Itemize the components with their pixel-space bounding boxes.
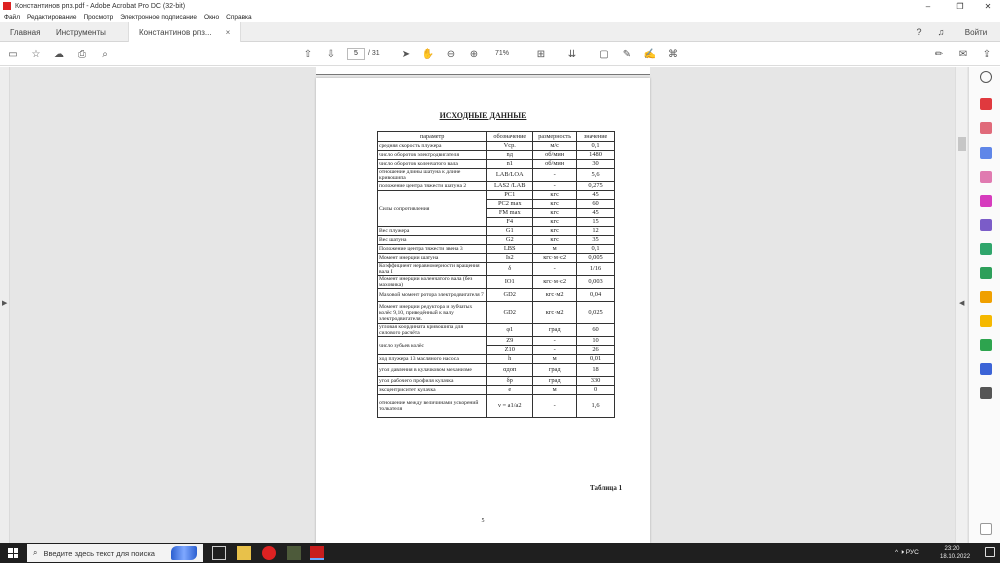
table-row (378, 364, 615, 377)
table-row (378, 355, 615, 364)
comment-icon[interactable]: ▢ (599, 48, 609, 60)
tab-document[interactable] (128, 22, 241, 42)
table-row (378, 236, 615, 245)
page-footer-number: 5 (481, 518, 485, 524)
symbol-cell: αдоп (487, 364, 533, 377)
task-view-icon[interactable] (212, 546, 226, 560)
unit-cell: - (533, 263, 577, 276)
symbol-cell: G2 (487, 236, 533, 245)
parameter-cell: Положение центра тяжести звена 3 (378, 245, 487, 254)
value-cell: 45 (577, 191, 615, 200)
menu-view[interactable]: Просмотр (83, 13, 114, 21)
parameter-cell: Вес шатуна (378, 236, 487, 245)
fit-page-icon[interactable]: ⊞ (536, 48, 546, 60)
parameter-cell: отношение длины шатуна к длине кривошипа (378, 169, 487, 182)
table-row (378, 191, 615, 200)
value-cell: 1480 (577, 151, 615, 160)
compare-icon[interactable] (980, 267, 992, 279)
table-caption: Таблица 1 (590, 484, 623, 492)
toolbar (0, 42, 1000, 66)
protect-icon[interactable] (980, 291, 992, 303)
unit-cell: об/мин (533, 151, 577, 160)
symbol-cell: Z10 (487, 346, 533, 355)
expand-right-panel-icon[interactable]: ◀ (959, 300, 965, 307)
zoom-search-icon[interactable] (980, 71, 992, 83)
clock[interactable] (940, 545, 971, 561)
windows-start-icon[interactable] (8, 548, 18, 558)
table-row (378, 395, 615, 418)
prev-page-icon[interactable]: ⇧ (303, 48, 313, 60)
close-window-button[interactable]: ✕ (984, 1, 992, 11)
clock-date: 18.10.2022 (940, 554, 971, 560)
table-row (378, 302, 615, 324)
unit-cell: град (533, 377, 577, 386)
value-cell: 35 (577, 236, 615, 245)
previous-page-edge (316, 67, 650, 75)
unit-cell: - (533, 169, 577, 182)
unit-cell: кгс (533, 236, 577, 245)
menu-help[interactable]: Справка (226, 13, 252, 21)
zoom-out-icon[interactable]: ⊖ (446, 48, 456, 60)
table-body (378, 142, 615, 418)
parameter-cell: средняя скорость плужера (378, 142, 487, 151)
tab-document-label: Константинов рпз... (139, 27, 212, 37)
symbol-cell: IO1 (487, 276, 533, 289)
value-cell: 0,003 (577, 276, 615, 289)
vertical-scrollbar[interactable] (955, 67, 967, 543)
value-cell: 1,6 (577, 395, 615, 418)
parameter-cell: Вес плужера (378, 227, 487, 236)
parameter-cell: ход плужера 13 масляного насоса (378, 355, 487, 364)
page-total: / 31 (368, 50, 380, 57)
taskbar-search-box[interactable] (27, 544, 203, 562)
send-for-review-icon[interactable] (980, 243, 992, 255)
value-cell: 0,025 (577, 302, 615, 324)
table-row (378, 142, 615, 151)
tab-bar (0, 22, 1000, 42)
clock-time: 23:20 (944, 546, 960, 552)
symbol-cell: F4 (487, 218, 533, 227)
table-row (378, 337, 615, 346)
value-cell: 15 (577, 218, 615, 227)
expand-left-panel-icon[interactable]: ▶ (2, 300, 8, 307)
yandex-browser-icon[interactable] (262, 546, 276, 560)
unit-cell: кгс (533, 191, 577, 200)
menu-esign[interactable]: Электронное подписание (120, 13, 198, 21)
unit-cell: м (533, 355, 577, 364)
value-cell: 10 (577, 337, 615, 346)
menu-edit[interactable]: Редактирование (26, 13, 77, 21)
export-pdf-icon[interactable] (980, 98, 992, 110)
hand-tool-icon[interactable]: ✋ (421, 48, 435, 60)
unit-cell: кгс·м·с2 (533, 254, 577, 263)
symbol-cell: δ (487, 263, 533, 276)
taskbar (0, 543, 1000, 563)
acrobat-app-icon (3, 2, 11, 10)
right-tools-pane (968, 67, 1000, 543)
zoom-in-icon[interactable]: ⊕ (469, 48, 479, 60)
pdf-page (316, 78, 650, 543)
table-header-row (378, 132, 615, 142)
table-row (378, 386, 615, 395)
unit-cell: м (533, 245, 577, 254)
tab-close-icon[interactable]: × (225, 27, 231, 37)
value-cell: 12 (577, 227, 615, 236)
symbol-cell: n1 (487, 160, 533, 169)
value-cell: 330 (577, 377, 615, 386)
file-explorer-icon[interactable] (237, 546, 251, 560)
parameter-cell: Момент инерции шатуна (378, 254, 487, 263)
symbol-cell: LBS (487, 245, 533, 254)
symbol-cell: G1 (487, 227, 533, 236)
symbol-cell: PC1 (487, 191, 533, 200)
zoom-level[interactable]: 71% (495, 50, 510, 57)
symbol-cell: LAS2 /LAB (487, 182, 533, 191)
left-panel-rail[interactable] (0, 67, 10, 543)
help-icon[interactable]: ? (916, 27, 922, 37)
table-row (378, 169, 615, 182)
next-page-icon[interactable]: ⇩ (326, 48, 336, 60)
value-cell: 0,1 (577, 245, 615, 254)
parameter-cell: положение центра тяжести шатуна 2 (378, 182, 487, 191)
fill-sign-icon[interactable] (980, 219, 992, 231)
table-row (378, 324, 615, 337)
value-cell: 18 (577, 364, 615, 377)
comment-pane-icon[interactable] (980, 315, 992, 327)
value-cell: 0,005 (577, 254, 615, 263)
value-cell: 0 (577, 386, 615, 395)
symbol-cell: GD2 (487, 289, 533, 302)
parameter-cell: Силы сопротивления (378, 191, 487, 227)
bell-icon[interactable]: ♫ (937, 27, 945, 37)
unit-cell: кгс (533, 200, 577, 209)
notification-icon[interactable] (985, 547, 995, 557)
stamp-icon[interactable]: ⌘ (668, 48, 678, 60)
search-icon: ⌕ (33, 548, 38, 557)
shield-icon[interactable] (980, 363, 992, 375)
save-icon[interactable]: ▭ (8, 48, 18, 60)
parameter-cell: угол рабочего профиля кулачка (378, 377, 487, 386)
unit-cell: кгс (533, 209, 577, 218)
symbol-cell: h (487, 355, 533, 364)
symbol-cell: nд (487, 151, 533, 160)
parameter-cell: число оборотов коленчатого вала (378, 160, 487, 169)
symbol-cell: φ1 (487, 324, 533, 337)
value-cell: 60 (577, 200, 615, 209)
value-cell: 45 (577, 209, 615, 218)
more-tools-icon[interactable] (980, 387, 992, 399)
bookmark-star-icon[interactable]: ☆ (31, 48, 41, 60)
bottom-panel-icon[interactable] (980, 523, 992, 535)
symbol-cell: δр (487, 377, 533, 386)
unit-cell: град (533, 364, 577, 377)
value-cell: 26 (577, 346, 615, 355)
parameter-cell: Коэффициент неравномерности вращения вала I (378, 263, 487, 276)
table-row (378, 263, 615, 276)
unit-cell: кгс (533, 227, 577, 236)
title-bar (0, 0, 1000, 12)
sign-pen-icon[interactable]: ✍ (643, 48, 657, 60)
unit-cell: - (533, 395, 577, 418)
value-cell: 0,275 (577, 182, 615, 191)
edit-pdf-icon[interactable] (980, 147, 992, 159)
table-row (378, 182, 615, 191)
signin-button[interactable]: Войти (964, 27, 988, 37)
email-icon[interactable]: ✉ (958, 48, 968, 60)
parameter-cell: число зубьев колёс (378, 337, 487, 355)
butterfly-icon (171, 546, 197, 560)
value-cell: 0,01 (577, 355, 615, 364)
menu-window[interactable]: Окно (204, 13, 220, 21)
unit-cell: град (533, 324, 577, 337)
column-header: значение (577, 132, 615, 142)
symbol-cell: Z9 (487, 337, 533, 346)
symbol-cell: PC2 max (487, 200, 533, 209)
print-icon[interactable]: ⎙ (78, 48, 86, 60)
unit-cell: м (533, 386, 577, 395)
unit-cell: кгс·м2 (533, 289, 577, 302)
restore-button[interactable]: ❐ (956, 1, 964, 11)
edit-pen-icon[interactable]: ✏ (934, 48, 944, 60)
table-row (378, 227, 615, 236)
parameter-cell: Маховой момент ротора электродвигателя 7 (378, 289, 487, 302)
scroll-mode-icon[interactable]: ⇊ (567, 48, 577, 60)
column-header: размерность (533, 132, 577, 142)
print-production-icon[interactable] (980, 339, 992, 351)
value-cell: 30 (577, 160, 615, 169)
taskbar-search-placeholder: Введите здесь текст для поиска (43, 548, 155, 558)
symbol-cell: Is2 (487, 254, 533, 263)
value-cell: 5,6 (577, 169, 615, 182)
app-icon[interactable] (287, 546, 301, 560)
unit-cell: - (533, 337, 577, 346)
minimize-button[interactable]: – (925, 1, 931, 11)
acrobat-taskbar-icon[interactable] (310, 546, 324, 560)
export-icon[interactable] (980, 195, 992, 207)
parameter-cell: отношение между величинами ускорений толкателя (378, 395, 487, 418)
table-row (378, 276, 615, 289)
unit-cell: кгс·м2 (533, 302, 577, 324)
highlight-pen-icon[interactable]: ✎ (622, 48, 632, 60)
tab-home[interactable]: Главная (10, 27, 41, 37)
share-icon[interactable]: ⇪ (982, 48, 992, 60)
tab-tools[interactable]: Инструменты (56, 27, 106, 37)
unit-cell: кгс (533, 218, 577, 227)
parameter-cell: Момент инерции коленчатого вала (без маховика) (378, 276, 487, 289)
table-row (378, 254, 615, 263)
table-row (378, 289, 615, 302)
value-cell: 0,1 (577, 142, 615, 151)
parameter-cell: число оборотов электродвигателя (378, 151, 487, 160)
menu-bar (0, 12, 1000, 22)
parameter-cell: угловая координата кривошипа для силового расчёта (378, 324, 487, 337)
column-header: параметр (378, 132, 487, 142)
create-pdf-icon[interactable] (980, 122, 992, 134)
unit-cell: - (533, 346, 577, 355)
unit-cell: кгс·м·с2 (533, 276, 577, 289)
page-number-input[interactable]: 5 (347, 48, 365, 60)
search-icon[interactable]: ⌕ (102, 48, 108, 60)
organize-pages-icon[interactable] (980, 171, 992, 183)
table-row (378, 151, 615, 160)
value-cell: 0,04 (577, 289, 615, 302)
unit-cell: - (533, 182, 577, 191)
document-title: ИСХОДНЫЕ ДАННЫЕ (439, 111, 527, 120)
window-title: Константинов рпз.pdf - Adobe Acrobat Pro DC (32-bit) (15, 2, 186, 10)
select-cursor-icon[interactable]: ➤ (401, 48, 411, 60)
table-row (378, 245, 615, 254)
table-row (378, 160, 615, 169)
unit-cell: об/мин (533, 160, 577, 169)
symbol-cell: ν = a1/a2 (487, 395, 533, 418)
symbol-cell: e (487, 386, 533, 395)
upload-cloud-icon[interactable]: ☁ (54, 48, 64, 60)
parameter-cell: эксцентриситет кулачка (378, 386, 487, 395)
value-cell: 1/16 (577, 263, 615, 276)
symbol-cell: LAB/LOA (487, 169, 533, 182)
system-tray[interactable]: ^ 🕨 РУС (895, 549, 919, 556)
parameters-table (377, 131, 615, 418)
symbol-cell: FM max (487, 209, 533, 218)
symbol-cell: Vср. (487, 142, 533, 151)
table-row (378, 377, 615, 386)
menu-file[interactable]: Файл (4, 13, 20, 21)
scrollbar-thumb[interactable] (958, 137, 966, 151)
parameter-cell: угол давления в кулачковом механизме (378, 364, 487, 377)
parameter-cell: Момент инерции редуктора и зубчатых колёс 9,10, приведённый к валу электродвигателя. (378, 302, 487, 324)
unit-cell: м/с (533, 142, 577, 151)
symbol-cell: GD2 (487, 302, 533, 324)
value-cell: 60 (577, 324, 615, 337)
column-header: обозначение (487, 132, 533, 142)
